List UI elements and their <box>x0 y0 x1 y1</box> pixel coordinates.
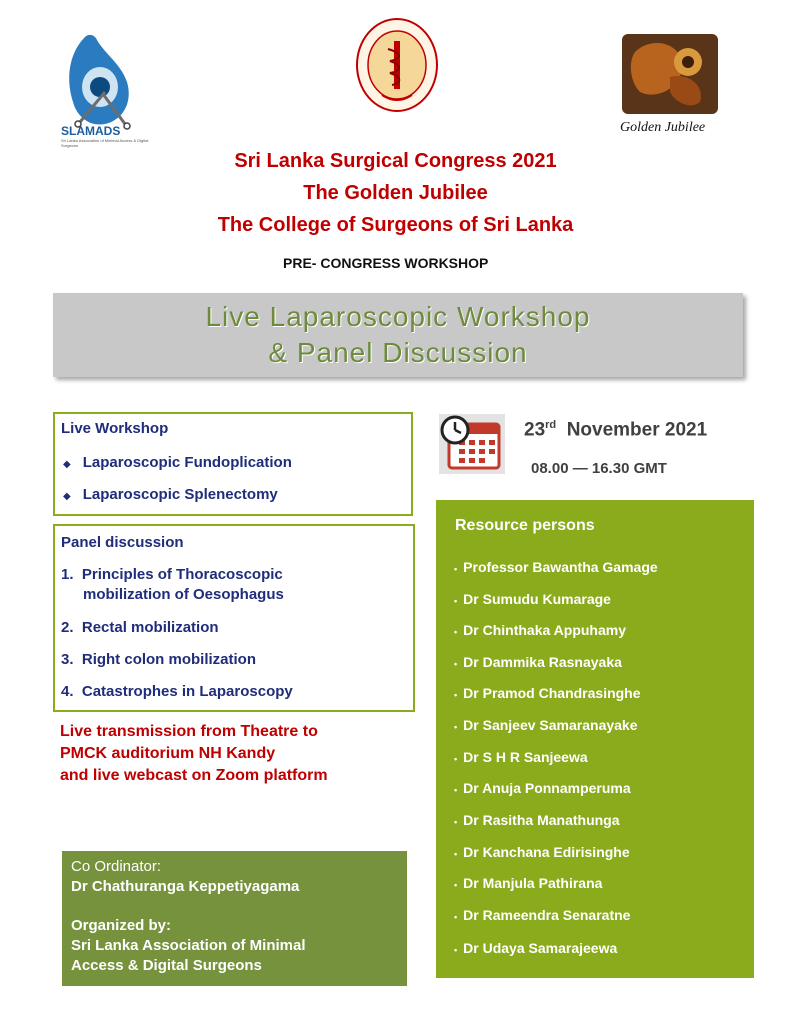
list-item: • Professor Bawantha Gamage <box>454 559 658 575</box>
golden-jubilee-caption: Golden Jubilee <box>620 120 706 135</box>
list-item-continuation: mobilization of Oesophagus <box>83 586 284 603</box>
list-item: 3. Right colon mobilization <box>61 651 257 668</box>
list-item: • Dr Rameendra Senaratne <box>454 907 631 923</box>
diamond-bullet-icon: ◆ <box>63 459 71 470</box>
coordinator-box <box>62 851 407 986</box>
list-item: • Dr S H R Sanjeewa <box>454 749 588 765</box>
congress-title: Sri Lanka Surgical Congress 2021 <box>234 150 557 172</box>
diamond-bullet-icon: ◆ <box>63 491 71 502</box>
list-item: • Dr Chinthaka Appuhamy <box>454 622 626 638</box>
college-title: The College of Surgeons of Sri Lanka <box>217 214 574 236</box>
event-time: 08.00 — 16.30 GMT <box>531 460 667 477</box>
slamads-logo-subtext: Sri Lanka Association of Minimal Access & Digital Surgeons <box>61 138 149 148</box>
slamads-logo <box>55 32 155 152</box>
resource-persons-title: Resource persons <box>455 517 595 534</box>
organizer-line-2: Access & Digital Surgeons <box>71 957 262 974</box>
panel-discussion-box <box>53 524 415 712</box>
resource-persons-box <box>436 500 754 978</box>
event-date: 23rd November 2021 <box>524 419 708 441</box>
list-item: 4. Catastrophes in Laparoscopy <box>61 683 293 700</box>
list-item: • Dr Sumudu Kumarage <box>454 591 611 607</box>
organizer-label: Organized by: <box>71 917 172 934</box>
list-item: • Dr Udaya Samarajeewa <box>454 940 618 956</box>
list-item: 2. Rectal mobilization <box>61 619 219 636</box>
list-item: • Dr Rasitha Manathunga <box>454 812 620 828</box>
slamads-logo-text: SLAMADS <box>61 124 121 138</box>
workshop-banner <box>53 293 743 377</box>
golden-jubilee-title: The Golden Jubilee <box>303 182 488 204</box>
list-item: ◆ Laparoscopic Fundoplication <box>63 454 292 471</box>
list-item: • Dr Anuja Ponnamperuma <box>454 780 631 796</box>
precongress-label: PRE- CONGRESS WORKSHOP <box>283 255 489 271</box>
list-item: 1. Principles of Thoracoscopic <box>61 566 283 583</box>
golden-jubilee-logo <box>620 32 720 117</box>
list-item: • Dr Sanjeev Samaranayake <box>454 717 638 733</box>
list-item: ◆ Laparoscopic Splenectomy <box>63 486 278 503</box>
list-item: • Dr Manjula Pathirana <box>454 875 603 891</box>
live-workshop-title: Live Workshop <box>61 420 169 437</box>
coordinator-label: Co Ordinator: <box>71 858 162 875</box>
organizer-line-1: Sri Lanka Association of Minimal <box>71 937 306 954</box>
banner-line-1: Live Laparoscopic Workshop <box>205 301 591 332</box>
list-item: • Dr Pramod Chandrasinghe <box>454 685 641 701</box>
list-item: • Dr Kanchana Edirisinghe <box>454 844 630 860</box>
transmission-info: Live transmission from Theatre to PMCK auditorium NH Kandy and live webcast on Zoom platform <box>60 723 328 784</box>
college-of-surgeons-logo <box>352 15 442 115</box>
coordinator-name: Dr Chathuranga Keppetiyagama <box>71 878 300 895</box>
banner-line-2: & Panel Discussion <box>268 337 528 368</box>
calendar-clock-icon <box>437 412 507 476</box>
live-workshop-box <box>53 412 413 516</box>
panel-discussion-title: Panel discussion <box>61 534 184 551</box>
list-item: • Dr Dammika Rasnayaka <box>454 654 622 670</box>
